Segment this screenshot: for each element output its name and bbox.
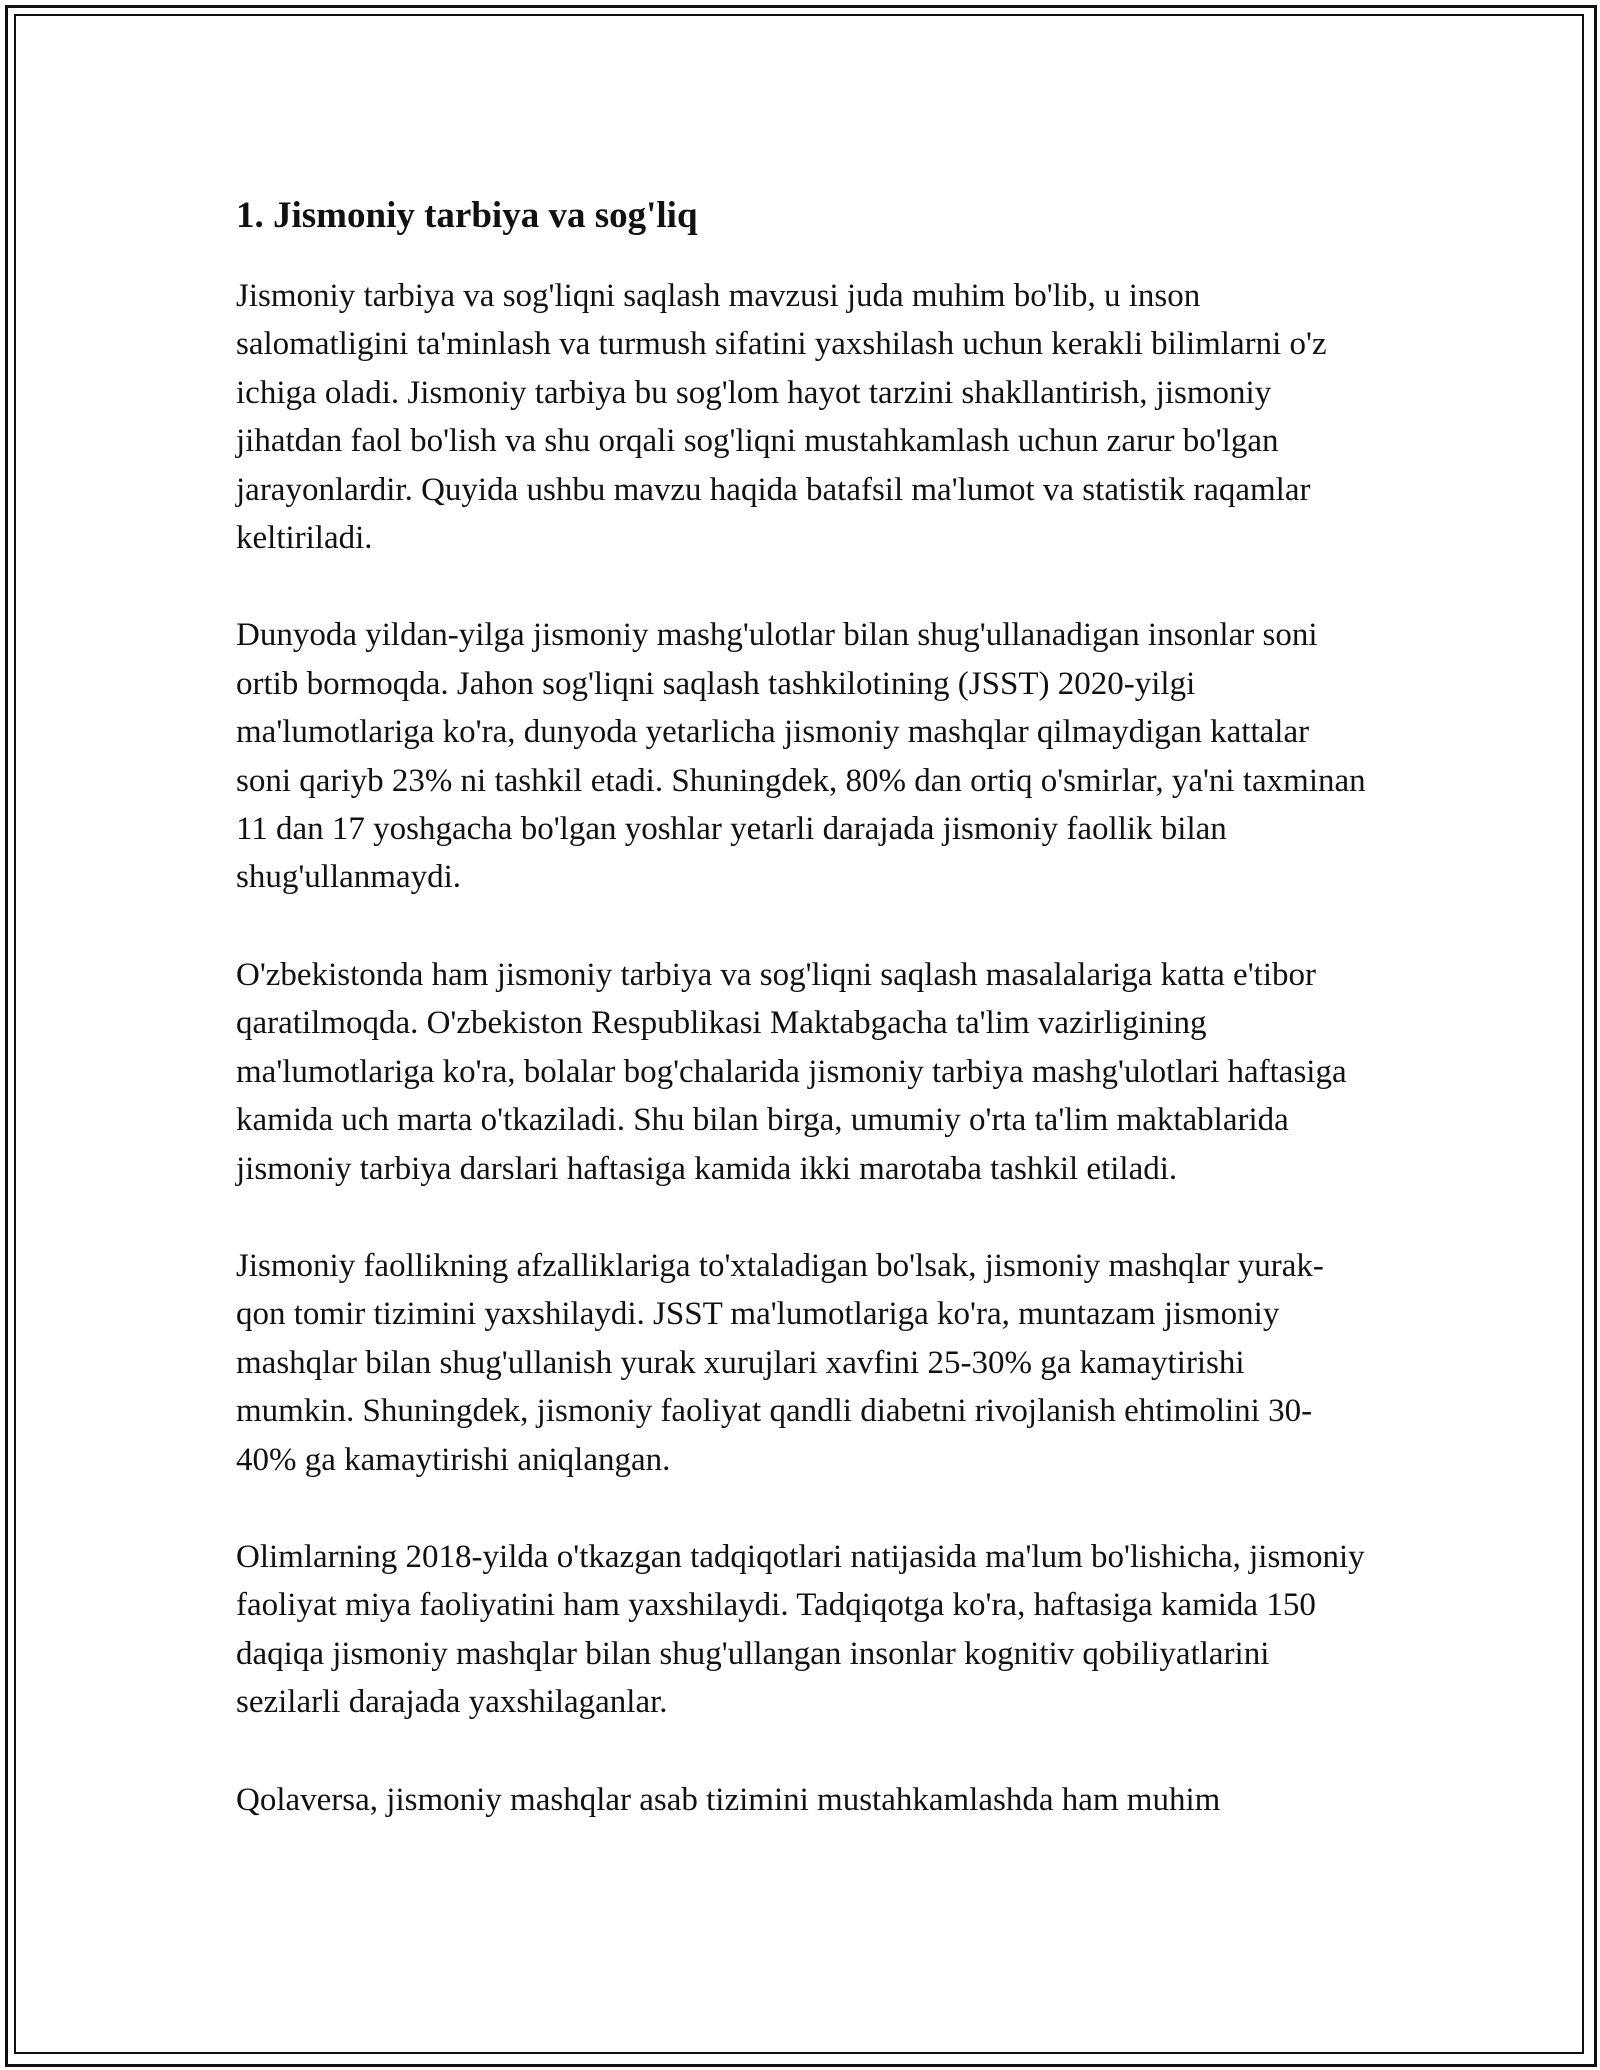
paragraph-uzbekistan: O'zbekistonda ham jismoniy tarbiya va sog'liqni saqlash masalalariga katta e'tibor qaratilmoqda. O'zbekiston Respublikasi Maktabgacha ta'lim vazirligining ma'lumotlariga ko'ra, bolalar bog'chalarida jismoniy tarbiya mashg'ulotlari haftasiga kamida uch marta o'tkaziladi. Shu bilan birga, umumiy o'rta ta'lim maktablarida jismoniy tarbiya darslari haftasiga kamida ikki marotaba tashkil etiladi. bbox=[236, 956, 1347, 1187]
paragraph-benefits: Jismoniy faollikning afzalliklariga to'xtaladigan bo'lsak, jismoniy mashqlar yurak-qon tomir tizimini yaxshilaydi. JSST ma'lumotlariga ko'ra, muntazam jismoniy mashqlar bilan shug'ullanish yurak xurujlari xavfini 25-30% ga kamaytirishi mumkin. Shuningdek, jismoniy faoliyat qandli diabetni rivojlanish ehtimolini 30-40% ga kamaytirishi aniqlangan. bbox=[236, 1247, 1324, 1478]
document-body bbox=[236, 186, 1366, 1873]
paragraph-nervous-system: Qolaversa, jismoniy mashqlar asab tizimini mustahkamlashda ham muhim bbox=[236, 1781, 1221, 1818]
paragraph-intro: Jismoniy tarbiya va sog'liqni saqlash mavzusi juda muhim bo'lib, u inson salomatligini ta'minlash va turmush sifatini yaxshilash uchun kerakli bilimlarni o'z ichiga oladi. Jismoniy tarbiya bu sog'lom hayot tarzini shakllantirish, jismoniy jihatdan faol bo'lish va shu orqali sog'liqni mustahkamlash uchun zarur bo'lgan jarayonlardir. Quyida ushbu mavzu haqida batafsil ma'lumot va statistik raqamlar keltiriladi. bbox=[236, 278, 1327, 557]
section-heading: 1. Jismoniy tarbiya va sog'liq bbox=[236, 195, 698, 236]
paragraph-world-statistics: Dunyoda yildan-yilga jismoniy mashg'ulotlar bilan shug'ullanadigan insonlar soni ortib bormoqda. Jahon sog'liqni saqlash tashkilotining (JSST) 2020-yilgi ma'lumotlariga ko'ra, dunyoda yetarlicha jismoniy mashqlar qilmaydigan kattalar soni qariyb 23% ni tashkil etadi. Shuningdek, 80% dan ortiq o'smirlar, ya'ni taxminan 11 dan 17 yoshgacha bo'lgan yoshlar yetarli darajada jismoniy faollik bilan shug'ullanmaydi. bbox=[236, 617, 1366, 896]
paragraph-research: Olimlarning 2018-yilda o'tkazgan tadqiqotlari natijasida ma'lum bo'lishicha, jismoniy faoliyat miya faoliyatini ham yaxshilaydi. Tadqiqotga ko'ra, haftasiga kamida 150 daqiqa jismoniy mashqlar bilan shug'ullangan insonlar kognitiv qobiliyatlarini sezilarli darajada yaxshilaganlar. bbox=[236, 1538, 1365, 1721]
